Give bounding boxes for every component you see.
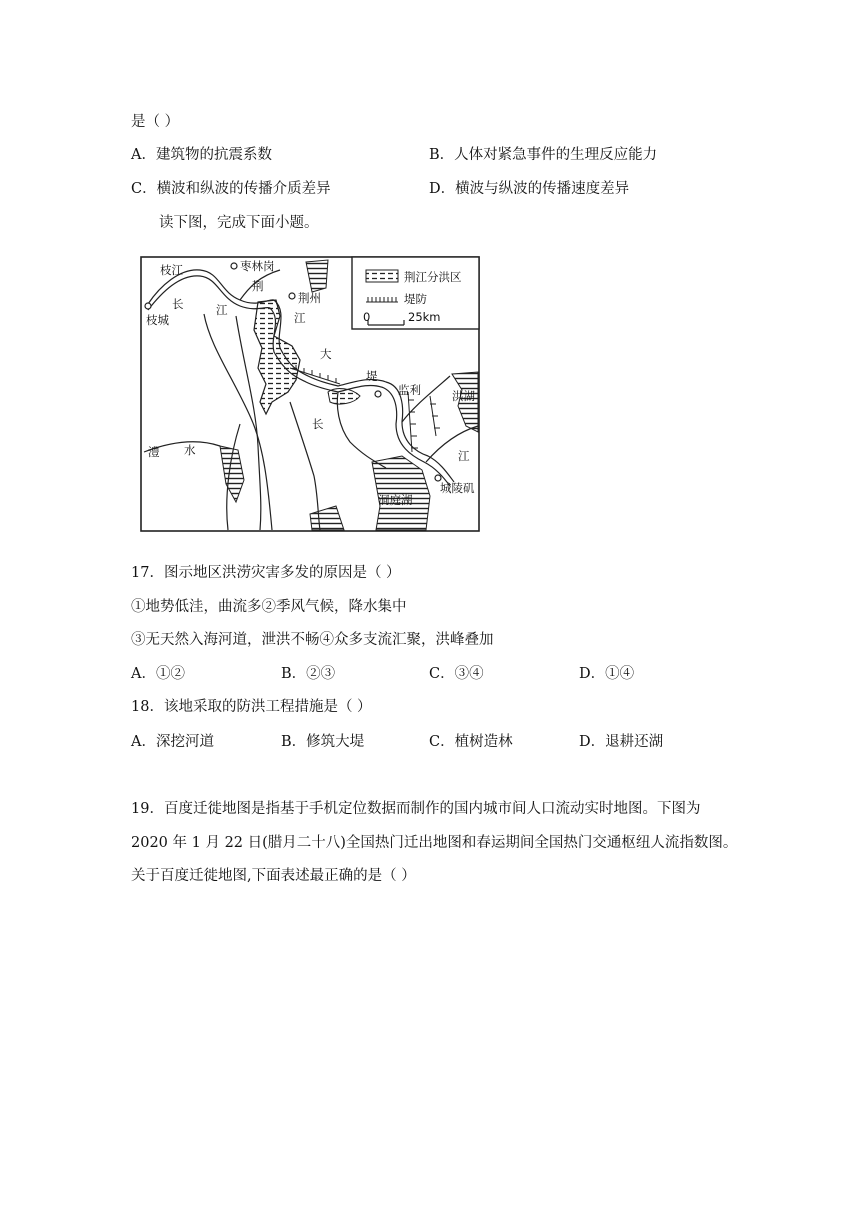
- legend-flood-swatch: [366, 270, 398, 282]
- q16-stem-tail: 是（ ）: [131, 114, 180, 130]
- q19-line-1: 19．百度迁徙地图是指基于手机定位数据而制作的国内城市间人口流动实时地图。下图为: [131, 801, 701, 817]
- q18-option-b: B．修筑大堤: [281, 734, 365, 750]
- label-jiang-2: 江: [294, 311, 306, 325]
- q17-option-a: A．①②: [131, 666, 185, 682]
- label-chenglingji: 城陵矶: [440, 481, 475, 495]
- label-di: 堤: [366, 369, 378, 383]
- q18-option-a: A．深挖河道: [131, 734, 214, 750]
- label-jing: 荆: [252, 279, 264, 293]
- q17-option-c: C．③④: [429, 666, 484, 682]
- label-jianli: 监利: [398, 383, 421, 397]
- q17-option-d: D．①④: [579, 666, 635, 682]
- label-jingzhou: 荆州: [298, 291, 321, 305]
- q17-option-b: B．②③: [281, 666, 336, 682]
- label-li: 澧: [148, 445, 160, 459]
- q16-option-c: C．横波和纵波的传播介质差异: [131, 181, 331, 197]
- q19-line-3: 关于百度迁徙地图,下面表述最正确的是（ ）: [131, 868, 416, 884]
- q18-stem: 18．该地采取的防洪工程措施是（ ）: [131, 699, 372, 715]
- label-chang-1: 长: [172, 297, 184, 311]
- scale-zero: 0: [363, 310, 371, 324]
- label-zaolingang: 枣林岗: [240, 259, 275, 273]
- label-jiang-1: 江: [216, 303, 228, 317]
- q17-line-1: ①地势低洼，曲流多②季风气候，降水集中: [131, 599, 407, 615]
- label-chang-2: 长: [312, 417, 324, 431]
- legend-dike-label: 堤防: [404, 292, 427, 306]
- scale-value: 25km: [408, 310, 441, 324]
- label-dongtinghu: 洞庭湖: [378, 493, 413, 507]
- label-jiang-3: 江: [458, 449, 470, 463]
- label-zhicheng: 枝城: [146, 313, 169, 327]
- legend-flood-label: 荆江分洪区: [404, 270, 462, 284]
- q16-option-b: B．人体对紧急事件的生理反应能力: [429, 147, 658, 163]
- label-honghu: 洪湖: [452, 389, 475, 403]
- label-shui: 水: [184, 443, 196, 457]
- q18-option-c: C．植树造林: [429, 734, 513, 750]
- q16-option-d: D．横波与纵波的传播速度差异: [429, 181, 630, 197]
- q17-stem: 17．图示地区洪涝灾害多发的原因是（ ）: [131, 565, 401, 581]
- q16-option-a: A．建筑物的抗震系数: [131, 147, 272, 163]
- label-da: 大: [320, 347, 332, 361]
- jingjiang-map: [140, 256, 480, 532]
- q19-line-2: 2020 年 1 月 22 日(腊月二十八)全国热门迁出地图和春运期间全国热门交通枢纽人流指数图。: [131, 835, 738, 851]
- q18-option-d: D．退耕还湖: [579, 734, 664, 750]
- label-zhijiang: 枝江: [160, 263, 183, 277]
- q17-line-2: ③无天然入海河道，泄洪不畅④众多支流汇聚，洪峰叠加: [131, 632, 494, 648]
- map-intro: 读下图，完成下面小题。: [159, 215, 319, 231]
